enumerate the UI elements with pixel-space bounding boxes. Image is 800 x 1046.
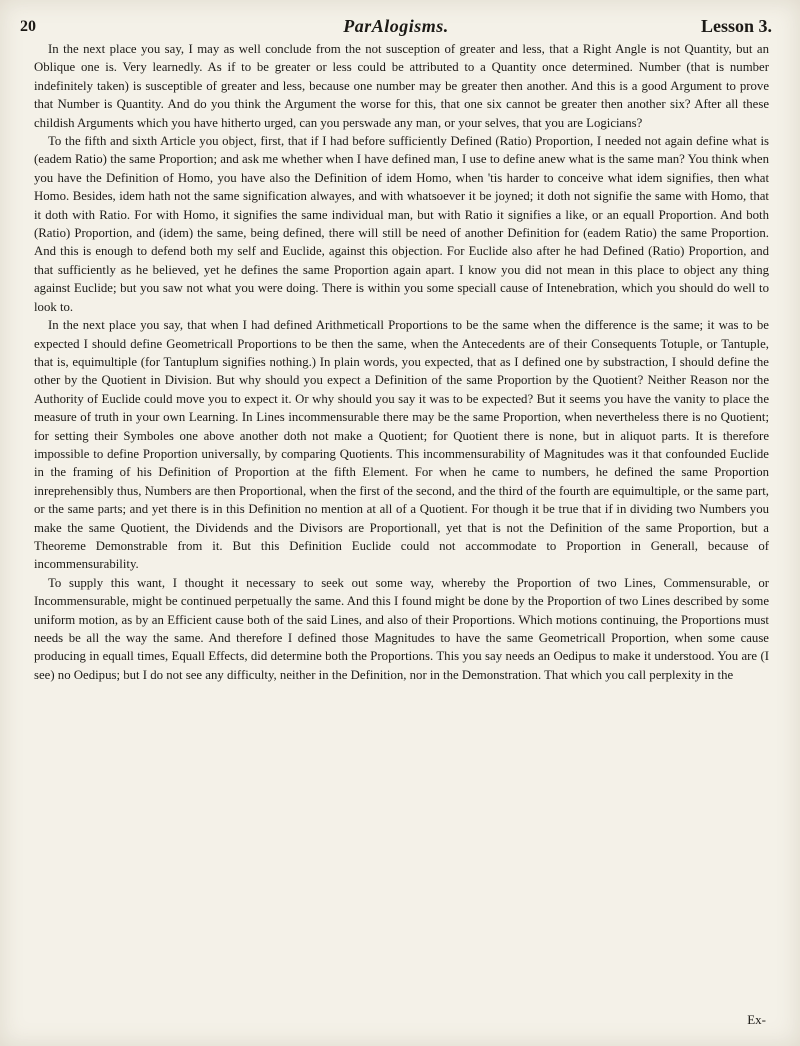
catchword: Ex- <box>747 1012 766 1027</box>
paragraph-2: To the fifth and sixth Article you object, first, that if I had before sufficiently Defined (Ratio) Proportion, I needed not again define what is (eadem Ratio) the same Proportion; and ask me whether when I have defined man, I use to define anew what is the same man? You think when you have the Definition of Homo, you have also the Definition of idem Homo, when 'tis harder to conceive what idem signifies, then what Homo. Besides, idem hath not the same signification alwayes, and with whatsoever it be joyned; it doth not signifie the same with Homo, that it doth with Ratio. For with Homo, it signifies the same individual man, but with Ratio it signifies a like, or an equall Proportion. And both (Ratio) Proportion, and (idem) the same, being defined, there will still be need of another Definition for (eadem Ratio) the same Proportion. And this is enough to defend both my self and Euclide, against this objection. For Euclide also after he had Defined (Ratio) Proportion, and that sufficiently as he believed, yet he defines the same Proportion again apart. I know you did not mean in this place to object any thing against Euclide; but you saw not what you were doing. There is within you some speciall cause of Intenebration, which you should do well to look to. <box>34 134 769 314</box>
page-number: 20 <box>20 18 36 35</box>
lesson-label: Lesson 3. <box>700 16 772 36</box>
running-title: ParAlogisms. <box>343 16 449 36</box>
paragraph-4: To supply this want, I thought it necessary to seek out some way, whereby the Proportion of two Lines, Commensurable, or Incommensurable, might be continued perpetually the same. And this I found might be done by the Proportion of two Lines described by some uniform motion, as by an Efficient cause both of the said Lines, and also of their Proportions. Which motions continuing, the Proportions must needs be all the way the same. And therefore I defined those Magnitudes to have the same Geometricall Proportion, when some cause producing in equall times, Equall Effects, did determine both the Proportions. This you say needs an Oedipus to make it understood. You are (I see) no Oedipus; but I do not see any difficulty, neither in the Definition, nor in the Demonstration. That which you call perplexity in the <box>34 575 769 682</box>
paragraph-1: In the next place you say, I may as well conclude from the not susception of greater and less, that a Right Angle is not Quantity, but an Oblique one is. Very learnedly. As if to be greater or less could be attributed to a Quantity once determined. Number (that is number indefinitely taken) is susceptible of greater and less, because one number may be greater then another. And this is a good Argument to prove that Number is Quantity. And do you think the Argument the worse for this, that one six cannot be greater then another six? After all these childish Arguments which you have hitherto urged, can you perswade any man, or your selves, that you are Logicians? <box>34 42 769 130</box>
running-head <box>20 14 772 38</box>
body-text <box>34 40 769 684</box>
paragraph-3: In the next place you say, that when I had defined Arithmeticall Proportions to be the same when the difference is the same; it was to be expected I should define Geometricall Proportions to be then the same, when the Antecedents are of their Consequents Totuple, or Tantuple, that is, equimultiple (for Tantuplum signifies nothing.) In plain words, you expected, that as I defined one by substraction, I should define the other by the Quotient in Division. But why should you expect a Definition of the same Proportion by the Quotient? Neither Reason nor the Authority of Euclide could move you to expect it. Or why should you say it was to be expected? But it seems you have the vanity to place the measure of truth in your own Learning. In Lines incommensurable there may be the same Proportion, when nevertheless there is no Quotient; for setting their Symboles one above another doth not make a Quotient; for Quotient there is none, but in aliquot parts. It is therefore impossible to define Proportion universally, by comparing Quotients. This incommensurability of Magnitudes was it that confounded Euclide in the framing of his Definition of Proportion at the fifth Element. For when he came to numbers, he defined the same Proportion inreprehensibly thus, Numbers are then Proportional, when the first of the second, and the third of the fourth are equimultiple, or the same part, or the same parts; and yet there is in this Definition no mention at all of a Quotient. For though it be true that if in dividing two Numbers you make the same Quotient, the Dividends and the Divisors are Proportionall, yet that is not the Definition of the same Proportion, but a Theoreme Demonstrable from it. But this Definition Euclide could not accommodate to Proportion in Generall, because of incommensurability. <box>34 318 769 572</box>
